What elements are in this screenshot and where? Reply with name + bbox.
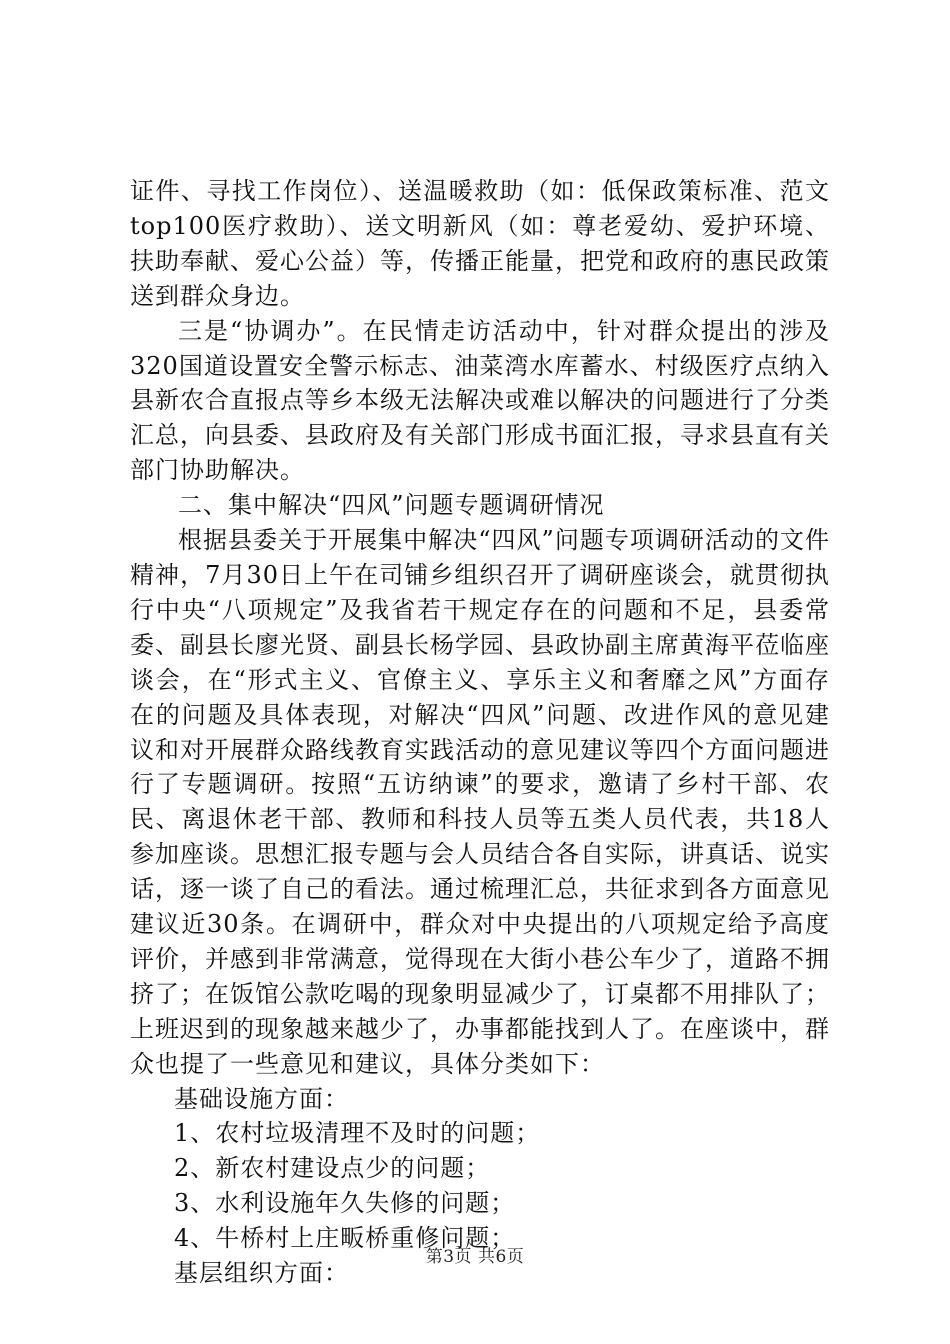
document-body — [130, 174, 830, 1291]
list-item: 1、农村垃圾清理不及时的问题； — [174, 1119, 541, 1148]
section-heading: 二、集中解决“四风”问题专题调研情况 — [178, 491, 605, 520]
paragraph-continuation: 证件、寻找工作岗位）、送温暖救助（如：低保政策标准、范文top100医疗救助）、送文明新风（如：尊老爱幼、爱护环境、扶助奉献、爱心公益）等，传播正能量，把党和政府的惠民政策送到群众身边。 — [130, 177, 830, 310]
list-item: 4、牛桥村上庄畈桥重修问题； — [174, 1224, 516, 1253]
subheading-infrastructure: 基础设施方面： — [174, 1084, 349, 1113]
paragraph-research: 根据县委关于开展集中解决“四风”问题专项调研活动的文件精神，7月30日上午在司铺乡组织召开了调研座谈会，就贯彻执行中央“八项规定”及我省若干规定存在的问题和不足，县委常委、副县长廖光贤、副县长杨学园、县政协副主席黄海平莅临座谈会，在“形式主义、官僚主义、享乐主义和奢靡之风”方面存在的问题及具体表现，对解决“四风”问题、改进作风的意见建议和对开展群众路线教育实践活动的意见建议等四个方面问题进行了专题调研。按照“五访纳谏”的要求，邀请了乡村干部、农民、离退休老干部、教师和科技人员等五类人员代表，共18人参加座谈。思想汇报专题与会人员结合各自实际，讲真话、说实话，逐一谈了自己的看法。通过梳理汇总，共征求到各方面意见建议近30条。在调研中，群众对中央提出的八项规定给予高度评价，并感到非常满意，觉得现在大街小巷公车少了，道路不拥挤了；在饭馆公款吃喝的现象明显减少了，订桌都不用排队了；上班迟到的现象越来越少了，办事都能找到人了。在座谈中，群众也提了一些意见和建议，具体分类如下： — [130, 526, 830, 1078]
paragraph-coordination: 三是“协调办”。在民情走访活动中，针对群众提出的涉及320国道设置安全警示标志、油菜湾水库蓄水、村级医疗点纳入县新农合直报点等乡本级无法解决或难以解决的问题进行了分类汇总，向县委、县政府及有关部门形成书面汇报，寻求县直有关部门协助解决。 — [130, 316, 830, 485]
list-item: 2、新农村建设点少的问题； — [174, 1154, 491, 1183]
page-footer: 第3页 共6页 — [425, 1247, 525, 1267]
subheading-grassroots: 基层组织方面： — [174, 1259, 349, 1288]
list-item: 3、水利设施年久失修的问题； — [174, 1189, 516, 1218]
